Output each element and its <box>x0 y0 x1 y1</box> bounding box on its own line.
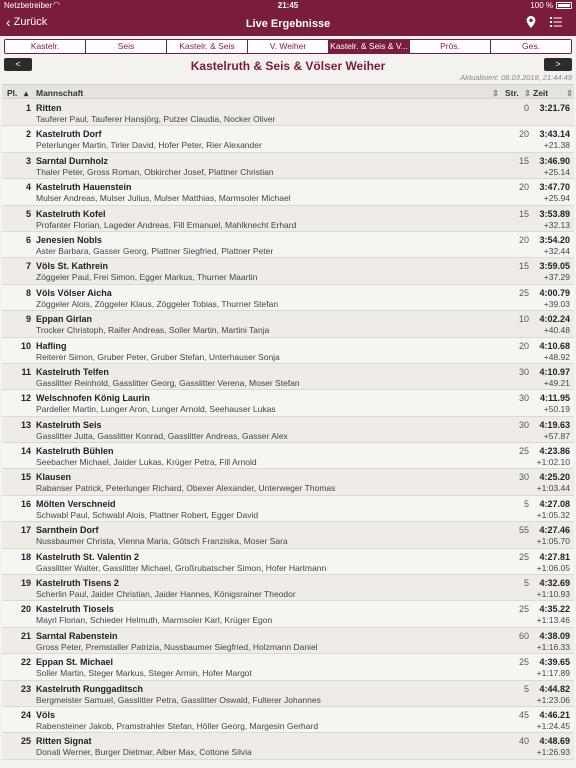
penalty-cell: 25 <box>518 287 529 298</box>
team-members: Mulser Andreas, Mulser Julius, Mulser Matthias, Marmsoler Michael <box>36 193 291 204</box>
time-diff-cell: +25.14 <box>543 166 570 177</box>
time-cell: 4:39.65 <box>539 657 570 668</box>
team-name: Kastelruth Tiosels <box>36 604 114 615</box>
penalty-cell: 30 <box>518 366 529 377</box>
status-bar <box>0 0 576 12</box>
rank-cell: 22 <box>20 657 31 668</box>
time-cell: 4:48.69 <box>539 736 570 747</box>
team-name: Sarntal Durnholz <box>36 155 109 166</box>
table-row[interactable] <box>2 549 574 575</box>
tab-segment[interactable]: V. Weiher <box>248 40 329 53</box>
time-cell: 4:00.79 <box>539 287 570 298</box>
team-name: Kastelruth Bühlen <box>36 446 114 457</box>
penalty-cell: 55 <box>518 525 529 536</box>
team-name: Kastelruth Dorf <box>36 129 102 140</box>
penalty-cell: 10 <box>518 314 529 325</box>
table-row[interactable] <box>2 681 574 707</box>
team-members: Profanter Florian, Lageder Andreas, Fill Emanuel, Mahlknecht Erhard <box>36 219 297 230</box>
rank-cell: 24 <box>20 709 31 720</box>
time-cell: 4:38.09 <box>539 630 570 641</box>
table-row[interactable] <box>2 469 574 495</box>
sort-ascending-icon: ▴ <box>24 88 29 98</box>
time-cell: 4:32.69 <box>539 578 570 589</box>
team-members: Thaler Peter, Gross Roman, Obkircher Josef, Plattner Christian <box>36 166 274 177</box>
table-header <box>2 84 574 99</box>
prev-button[interactable]: < <box>4 58 32 71</box>
team-members: Tauferer Paul, Tauferer Hansjörg, Putzer Claudia, Nocker Oliver <box>36 114 276 124</box>
penalty-cell: 25 <box>518 604 529 615</box>
chevron-left-icon: ‹ <box>6 14 11 30</box>
time-cell: 3:46.90 <box>539 155 570 166</box>
time-cell: 3:59.05 <box>539 261 570 272</box>
sort-icon: ⇕ <box>566 88 574 98</box>
time-diff-cell: +1:05.70 <box>536 536 570 547</box>
battery-icon <box>556 2 572 9</box>
time-diff-cell: +49.21 <box>543 377 570 388</box>
table-row[interactable] <box>2 206 574 232</box>
team-members: Gasslitter Walter, Gasslitter Michael, Großrubatscher Simon, Hofer Hartmann <box>36 562 327 573</box>
time-cell: 4:19.63 <box>539 419 570 430</box>
rank-cell: 1 <box>25 103 31 113</box>
sub-header <box>0 57 576 85</box>
rank-cell: 6 <box>25 234 31 245</box>
table-row[interactable] <box>2 733 574 759</box>
sort-icon: ⇕ <box>492 88 500 98</box>
rank-cell: 20 <box>20 604 31 615</box>
rank-cell: 7 <box>25 261 31 272</box>
time-cell: 4:02.24 <box>539 314 570 325</box>
time-cell: 4:11.95 <box>539 393 570 404</box>
penalty-cell: 5 <box>523 683 529 694</box>
time-cell: 3:53.89 <box>539 208 570 219</box>
team-name: Sarntal Rabenstein <box>36 630 118 641</box>
tab-segment[interactable]: Ges. <box>522 41 540 51</box>
team-members: Reiterer Simon, Gruber Peter, Gruber Stefan, Unterhauser Sonja <box>36 351 280 362</box>
team-name: Eppan St. Michael <box>36 657 114 668</box>
tab-segment[interactable]: Prös. <box>410 40 491 53</box>
team-members: Trocker Christoph, Raifer Andreas, Soller Martin, Martini Tanja <box>36 325 270 336</box>
team-name: Sarnthein Dorf <box>36 525 99 536</box>
penalty-cell: 60 <box>518 630 529 641</box>
time-diff-cell: +57.87 <box>543 430 570 441</box>
team-members: Donati Werner, Burger Dietmar, Alber Max, Cottone Silvia <box>36 747 252 758</box>
list-icon[interactable] <box>550 16 562 31</box>
time-diff-cell: +32.13 <box>543 219 570 230</box>
time-cell: 4:10.97 <box>539 366 570 377</box>
time-diff-cell: +1:23.06 <box>536 694 570 705</box>
rank-cell: 8 <box>25 287 31 298</box>
team-name: Kastelruth Runggaditsch <box>36 683 144 694</box>
team-members: Aster Barbara, Gasser Georg, Plattner Siegfried, Plattner Peter <box>36 245 274 256</box>
penalty-cell: 30 <box>518 472 529 483</box>
rank-cell: 15 <box>20 472 31 483</box>
team-members: Scherlin Paul, Jaider Christian, Jaider Hannes, Königsrainer Theodor <box>36 589 296 600</box>
table-row[interactable] <box>2 285 574 311</box>
team-name: Jenesien Nobls <box>36 234 103 245</box>
table-row[interactable] <box>2 522 574 548</box>
team-members: Zöggeler Alois, Zöggeler Klaus, Zöggeler Tobias, Thurner Stefan <box>36 298 279 309</box>
rank-cell: 2 <box>25 129 31 140</box>
team-members: Bergmeister Samuel, Gasslitter Petra, Gasslitter Oswald, Fulterer Johannes <box>36 694 321 705</box>
team-members: Soller Martin, Steger Markus, Steger Armin, Hofer Margot <box>36 668 252 679</box>
team-name: Kastelruth Kofel <box>36 208 106 219</box>
table-row[interactable] <box>2 654 574 680</box>
results-list <box>2 100 574 760</box>
team-name: Eppan Girlan <box>36 314 93 325</box>
table-row[interactable] <box>2 100 574 126</box>
team-members: Gasslitter Jutta, Gasslitter Konrad, Gasslitter Andreas, Gasser Alex <box>36 430 288 441</box>
tab-segment[interactable]: Kastelr. <box>5 40 86 53</box>
penalty-cell: 20 <box>518 234 529 245</box>
table-row[interactable] <box>2 232 574 258</box>
sort-icon: ⇕ <box>524 88 532 98</box>
rank-cell: 17 <box>20 525 31 536</box>
team-name: Mölten Verschneid <box>36 498 116 509</box>
time-diff-cell: +32.44 <box>543 245 570 256</box>
rank-cell: 21 <box>20 630 31 641</box>
team-name: Welschnofen König Laurin <box>36 393 150 404</box>
time-cell: 4:27.08 <box>539 498 570 509</box>
table-row[interactable] <box>2 443 574 469</box>
penalty-cell: 25 <box>518 551 529 562</box>
nav-bar <box>0 12 576 36</box>
time-cell: 4:23.86 <box>539 446 570 457</box>
rank-cell: 18 <box>20 551 31 562</box>
time-cell: 4:44.82 <box>539 683 570 694</box>
tab-segment[interactable]: Seis <box>86 40 167 53</box>
penalty-cell: 40 <box>518 736 529 747</box>
time-diff-cell: +1:10.93 <box>536 589 570 600</box>
penalty-cell: 30 <box>518 393 529 404</box>
rank-cell: 14 <box>20 446 31 457</box>
penalty-cell: 20 <box>518 340 529 351</box>
time-diff-cell: +21.38 <box>543 140 570 151</box>
time-diff-cell: +1:05.32 <box>536 509 570 520</box>
table-row[interactable] <box>2 707 574 733</box>
penalty-cell: 5 <box>523 578 529 589</box>
carrier-label: Netzbetreiber <box>4 1 53 10</box>
penalty-cell: 15 <box>518 261 529 272</box>
location-pin-icon[interactable] <box>526 16 536 31</box>
penalty-cell: 20 <box>518 182 529 193</box>
time-diff-cell: +37.29 <box>543 272 570 283</box>
team-name: Kastelruth Telfen <box>36 366 109 377</box>
penalty-cell: 0 <box>523 103 529 113</box>
table-row[interactable] <box>2 179 574 205</box>
column-header-team[interactable]: Mannschaft <box>36 88 84 98</box>
table-row[interactable] <box>2 390 574 416</box>
table-row[interactable] <box>2 364 574 390</box>
team-name: Ritten Signat <box>36 736 92 747</box>
back-label: Zurück <box>13 16 48 28</box>
time-diff-cell: +1:17.89 <box>536 668 570 679</box>
team-members: Schwabl Paul, Schwabl Alois, Plattner Robert, Egger David <box>36 509 259 520</box>
rank-cell: 4 <box>25 182 31 193</box>
penalty-cell: 25 <box>518 446 529 457</box>
team-members: Rabanser Patrick, Peterlunger Richard, Obexer Alexander, Unterweger Thomas <box>36 483 336 494</box>
team-members: Pardeller Martin, Lunger Aron, Lunger Arnold, Seehauser Lukas <box>36 404 276 415</box>
team-members: Seebacher Michael, Jaider Lukas, Krüger Petra, Fill Arnold <box>36 457 257 468</box>
status-time: 21:45 <box>277 1 299 10</box>
rank-cell: 9 <box>25 314 31 325</box>
penalty-cell: 30 <box>518 419 529 430</box>
time-cell: 4:35.22 <box>539 604 570 615</box>
battery-indicator <box>530 1 572 10</box>
penalty-cell: 5 <box>523 498 529 509</box>
table-row[interactable] <box>2 496 574 522</box>
table-row[interactable] <box>2 258 574 284</box>
team-name: Kastelruth Tisens 2 <box>36 578 119 589</box>
team-name: Völs St. Kathrein <box>36 261 109 272</box>
rank-cell: 19 <box>20 578 31 589</box>
team-members: Gross Peter, Premstaller Patrizia, Nussbaumer Siegfried, Holzmann Daniel <box>36 641 318 652</box>
team-name: Klausen <box>36 472 72 483</box>
time-cell: 4:27.81 <box>539 551 570 562</box>
rank-cell: 10 <box>20 340 31 351</box>
tab-segment[interactable]: Kastelr. & Seis & V... <box>329 40 410 53</box>
table-row[interactable] <box>2 311 574 337</box>
time-diff-cell: +1:06.05 <box>536 562 570 573</box>
team-name: Völs Völser Aicha <box>36 287 112 298</box>
team-members: Peterlunger Martin, Tirler David, Hofer Peter, Rier Alexander <box>36 140 262 151</box>
table-row[interactable] <box>2 575 574 601</box>
time-cell: 3:54.20 <box>539 234 570 245</box>
table-row[interactable] <box>2 628 574 654</box>
time-diff-cell: +1:03.44 <box>536 483 570 494</box>
time-diff-cell: +1:13.46 <box>536 615 570 626</box>
rank-cell: 5 <box>25 208 31 219</box>
time-cell: 4:46.21 <box>539 709 570 720</box>
rank-cell: 13 <box>20 419 31 430</box>
ranking-title: Kastelruth & Seis & Völser Weiher <box>190 59 386 73</box>
penalty-cell: 15 <box>518 208 529 219</box>
time-diff-cell: +39.03 <box>543 298 570 309</box>
time-cell: 3:43.14 <box>539 129 570 140</box>
table-row[interactable] <box>2 417 574 443</box>
time-cell: 3:47.70 <box>539 182 570 193</box>
column-header-pl[interactable]: Pl. <box>7 88 18 98</box>
team-name: Völs <box>36 709 56 720</box>
table-row[interactable] <box>2 153 574 179</box>
time-cell: 3:21.76 <box>539 103 570 113</box>
team-members: Mayrl Florian, Schieder Helmuth, Marmsoler Karl, Krüger Egon <box>36 615 273 626</box>
time-diff-cell: +40.48 <box>543 325 570 336</box>
rank-cell: 16 <box>20 498 31 509</box>
team-name: Hafling <box>36 340 67 351</box>
rank-cell: 25 <box>20 736 31 747</box>
column-header-zeit[interactable]: Zeit <box>533 88 549 98</box>
page-title: Live Ergebnisse <box>245 18 331 30</box>
penalty-cell: 15 <box>518 155 529 166</box>
time-diff-cell: +1:02.10 <box>536 457 570 468</box>
penalty-cell: 20 <box>518 129 529 140</box>
time-diff-cell: +1:16.33 <box>536 641 570 652</box>
time-cell: 4:25.20 <box>539 472 570 483</box>
team-members: Nussbaumer Christa, Vienna Maria, Götsch Franziska, Moser Sara <box>36 536 288 547</box>
team-members: Gasslitter Reinhold, Gasslitter Georg, Gasslitter Verena, Moser Stefan <box>36 377 300 388</box>
rank-cell: 3 <box>25 155 31 166</box>
time-diff-cell: +50.19 <box>543 404 570 415</box>
updated-timestamp: Aktualisiert: 08.03.2018, 21:44:49 <box>460 73 572 82</box>
battery-label: 100 % <box>530 1 553 10</box>
table-row[interactable] <box>2 601 574 627</box>
segment-control <box>4 39 572 54</box>
penalty-cell: 45 <box>518 709 529 720</box>
time-diff-cell: +48.92 <box>543 351 570 362</box>
time-diff-cell: +25.94 <box>543 193 570 204</box>
time-cell: 4:10.68 <box>539 340 570 351</box>
wifi-icon: ◠ <box>53 0 60 9</box>
time-diff-cell: +1:26.93 <box>536 747 570 758</box>
penalty-cell: 25 <box>518 657 529 668</box>
table-row[interactable] <box>2 338 574 364</box>
team-members: Zöggeler Paul, Frei Simon, Egger Markus, Thurner Maartin <box>36 272 258 283</box>
team-name: Kastelruth Seis <box>36 419 102 430</box>
tab-segment[interactable]: Kastelr. & Seis <box>167 40 248 53</box>
table-row[interactable] <box>2 126 574 152</box>
rank-cell: 12 <box>20 393 31 404</box>
team-members: Rabensteiner Jakob, Pramstrahler Stefan, Höller Georg, Margesin Gerhard <box>36 720 319 731</box>
team-name: Ritten <box>36 103 62 113</box>
rank-cell: 23 <box>20 683 31 694</box>
rank-cell: 11 <box>21 366 31 377</box>
time-diff-cell: +1:24.45 <box>536 720 570 731</box>
team-name: Kastelruth Hauenstein <box>36 182 132 193</box>
column-header-str[interactable]: Str. <box>505 88 519 98</box>
time-cell: 4:27.46 <box>539 525 570 536</box>
team-name: Kastelruth St. Valentin 2 <box>36 551 140 562</box>
next-button[interactable]: > <box>544 58 572 71</box>
